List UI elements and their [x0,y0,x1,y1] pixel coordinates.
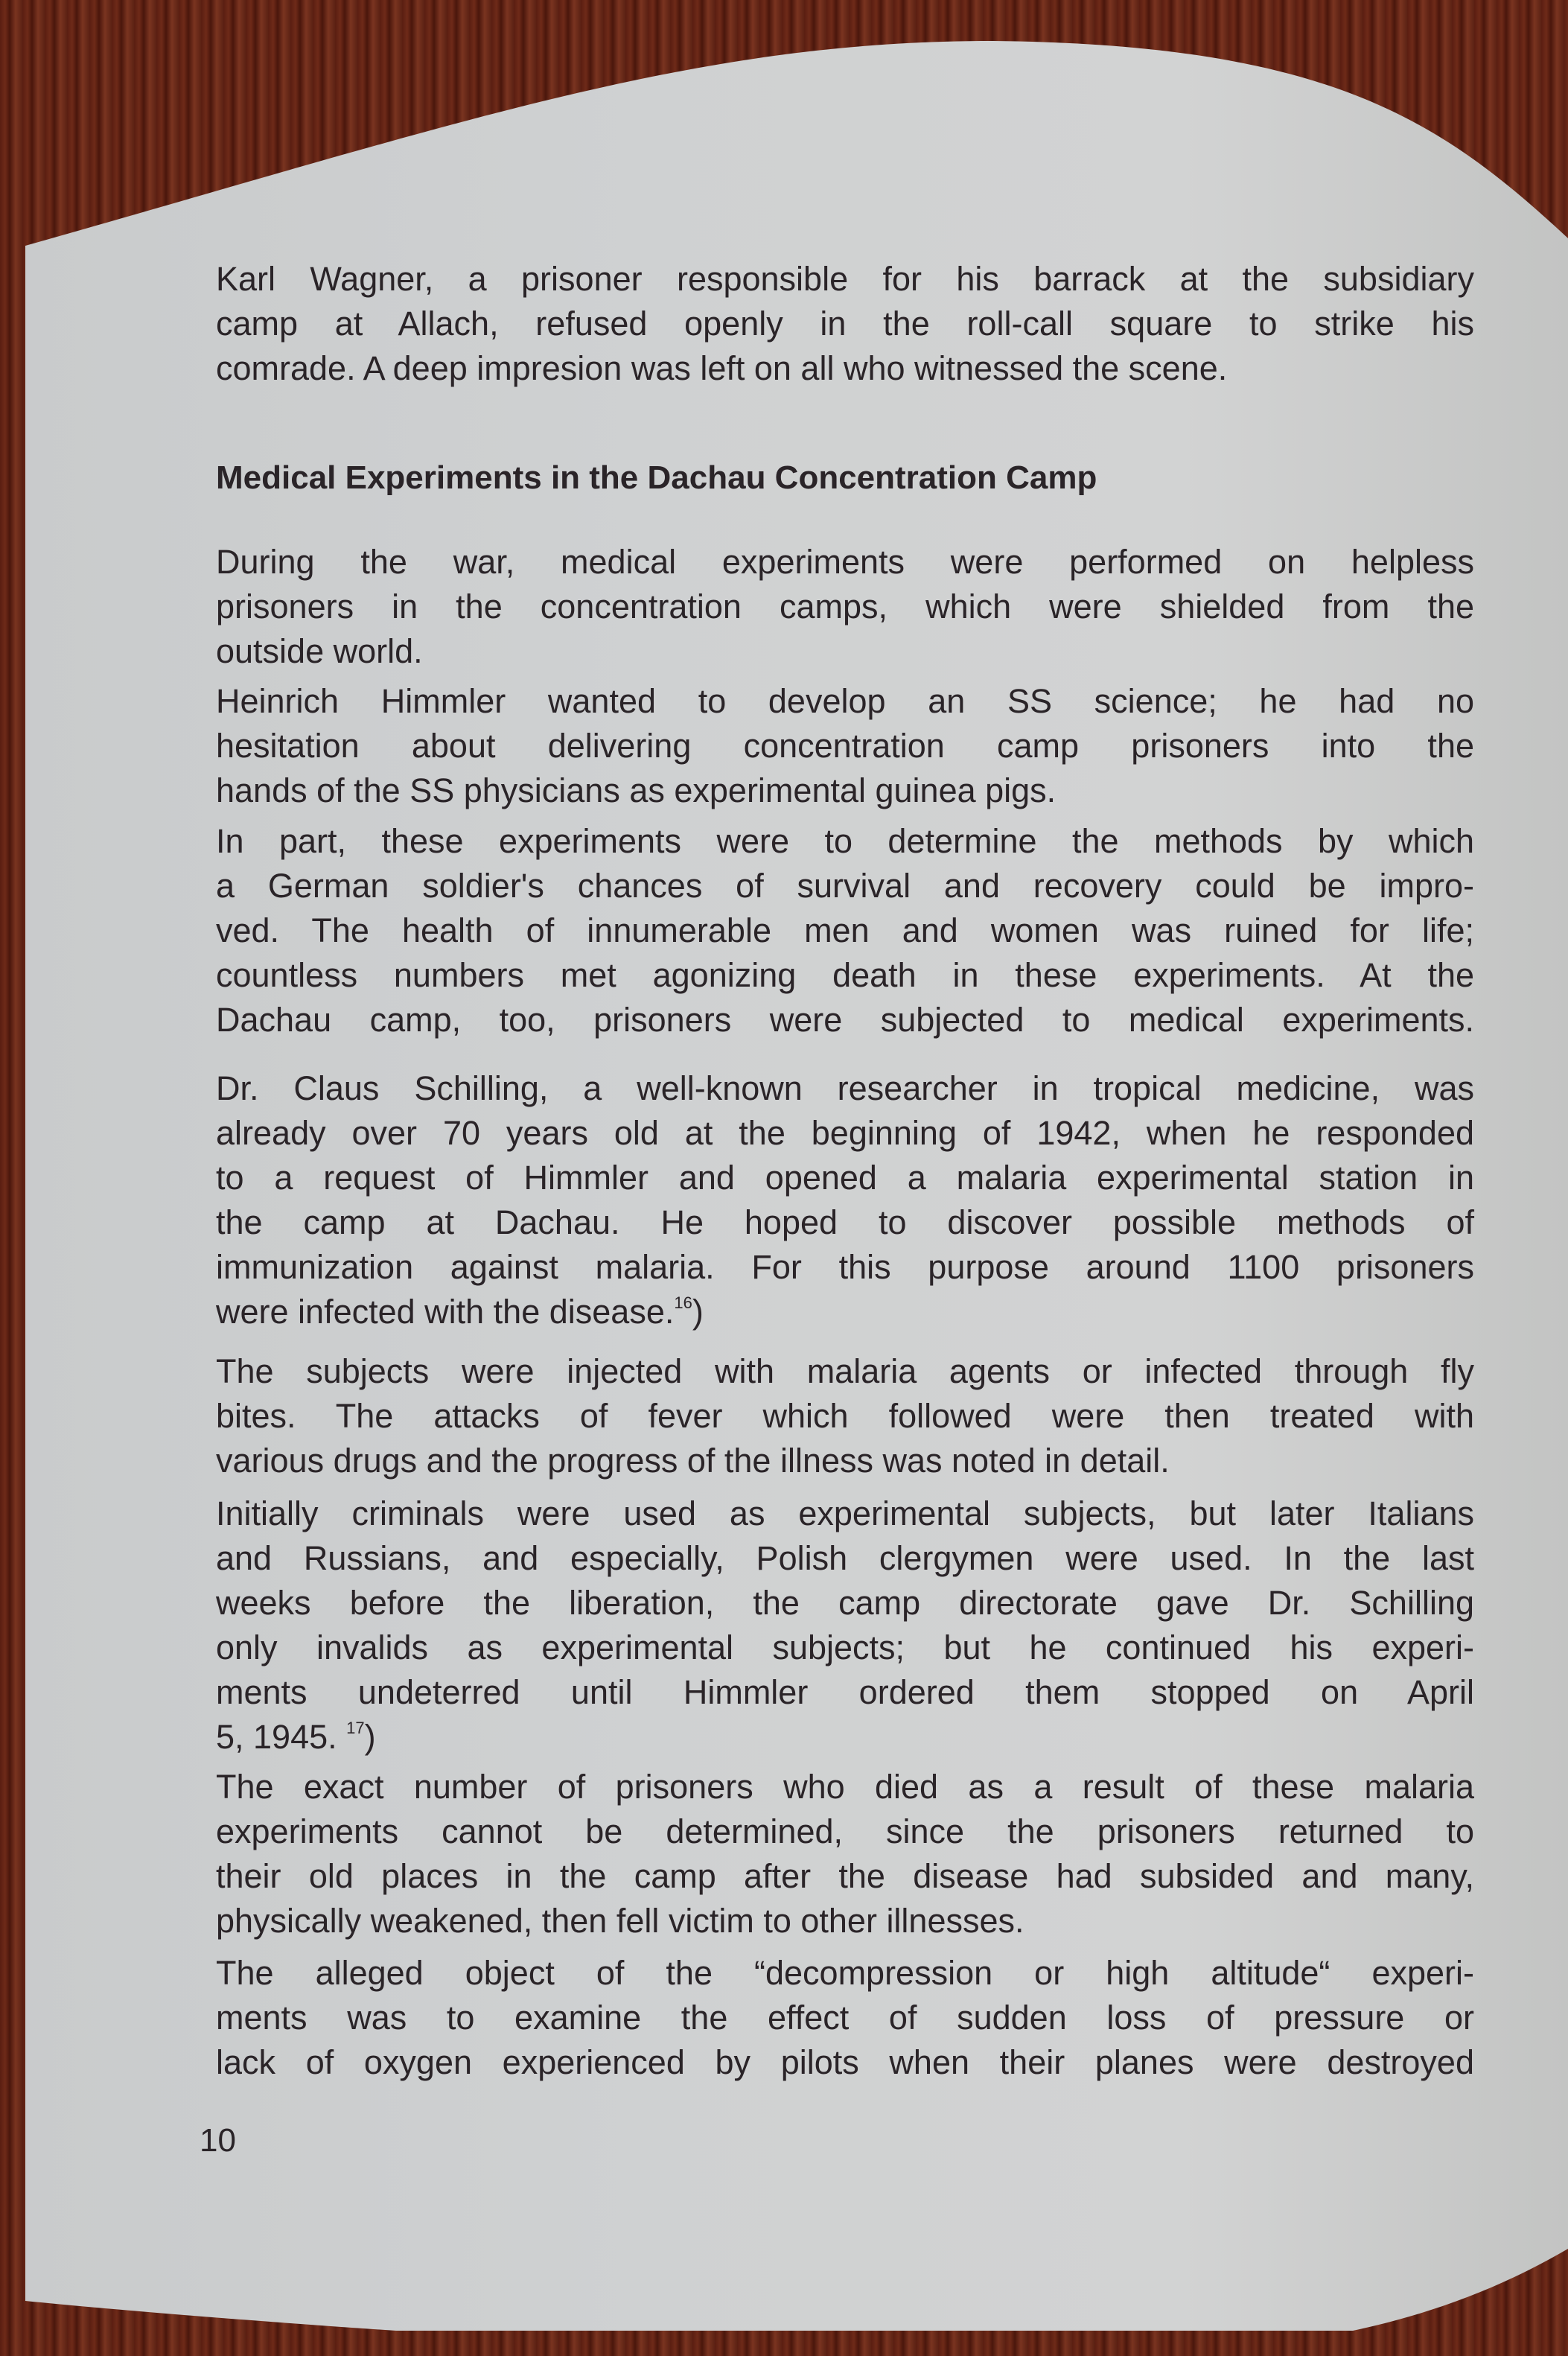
text-line: Heinrich Himmler wanted to develop an SS science; he had no [216,682,1474,720]
text-line: hands of the SS physicians as experimental guinea pigs. [216,771,1057,809]
footnote-ref-16[interactable]: 16 [674,1293,692,1312]
paragraph [216,819,1474,1042]
text-line: Dr. Claus Schilling, a well-known researcher in tropical medicine, was [216,1069,1474,1107]
text-line: weeks before the liberation, the camp directorate gave Dr. Schilling [216,1584,1474,1622]
text-line: hesitation about delivering concentration camp prisoners into the [216,727,1474,765]
text-line: experiments cannot be determined, since the prisoners returned to [216,1812,1474,1850]
intro-paragraph [216,257,1474,391]
text-line: Karl Wagner, a prisoner responsible for his barrack at the subsidiary [216,260,1474,298]
text-line: ved. The health of innumerable men and women was ruined for life; [216,911,1474,949]
text-line: countless numbers met agonizing death in these experiments. At the [216,956,1474,994]
paragraph [216,1491,1474,1760]
text-line: various drugs and the progress of the illness was noted in detail. [216,1442,1170,1480]
text-line: During the war, medical experiments were performed on helpless [216,543,1474,581]
paragraph [216,679,1474,813]
text-line: immunization against malaria. For this purpose around 1100 prisoners [216,1248,1474,1286]
paragraph [216,540,1474,674]
text-line: to a request of Himmler and opened a malaria experimental station in [216,1159,1474,1197]
footnote-close: ) [692,1293,704,1331]
paragraph [216,1066,1474,1334]
paragraph [216,1765,1474,1943]
text-line: outside world. [216,632,423,670]
text-line: only invalids as experimental subjects; but he continued his experi- [216,1628,1474,1666]
text-line: their old places in the camp after the disease had subsided and many, [216,1857,1474,1895]
footnote-close: ) [364,1718,376,1756]
paragraph [216,1951,1474,2085]
text-line: ments undeterred until Himmler ordered them stopped on April [216,1673,1474,1711]
text-line: a German soldier's chances of survival and recovery could be impro- [216,867,1474,905]
text-line: The subjects were injected with malaria agents or infected through fly [216,1352,1474,1390]
text-line: Dachau camp, too, prisoners were subjected to medical experiments. [216,1001,1474,1039]
text-line: ments was to examine the effect of sudden loss of pressure or [216,1999,1474,2037]
text-line: In part, these experiments were to determine the methods by which [216,822,1474,860]
text-line: already over 70 years old at the beginning of 1942, when he responded [216,1114,1474,1152]
text-line: lack of oxygen experienced by pilots when their planes were destroyed [216,2043,1474,2081]
section-heading: Medical Experiments in the Dachau Concentration Camp [216,459,1097,496]
text-line: physically weakened, then fell victim to other illnesses. [216,1902,1024,1940]
text-line: camp at Allach, refused openly in the roll-call square to strike his [216,305,1474,343]
text-fragment: 5, 1945. [216,1718,347,1756]
text-line: comrade. A deep impresion was left on all who witnessed the scene. [216,349,1228,387]
text-line: prisoners in the concentration camps, which were shielded from the [216,588,1474,625]
text-fragment: were infected with the disease. [216,1293,675,1331]
text-line: Initially criminals were used as experimental subjects, but later Italians [216,1494,1474,1532]
text-line: and Russians, and especially, Polish clergymen were used. In the last [216,1539,1474,1577]
footnote-ref-17[interactable]: 17 [346,1719,365,1737]
text-line: The exact number of prisoners who died as a result of these malaria [216,1768,1474,1806]
text-line: the camp at Dachau. He hoped to discover possible methods of [216,1203,1474,1241]
text-line: bites. The attacks of fever which followed were then treated with [216,1397,1474,1435]
text-line [216,1715,1474,1760]
text-line: The alleged object of the “decompression or high altitude“ experi- [216,1954,1474,1992]
page-number: 10 [200,2122,236,2159]
paragraph [216,1349,1474,1483]
text-line [216,1290,1474,1334]
